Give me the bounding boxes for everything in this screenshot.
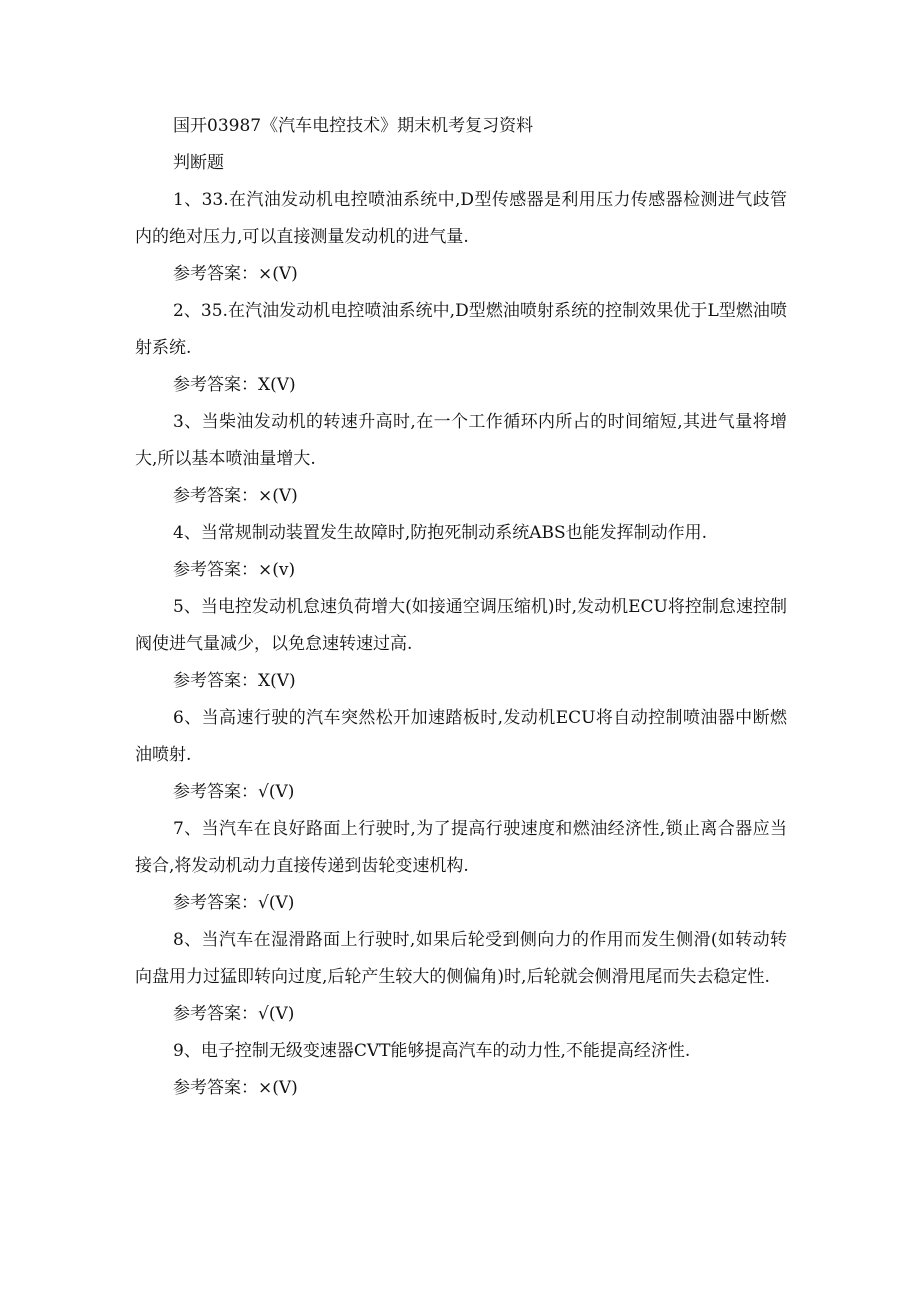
section-heading: 判断题 [173,153,224,173]
question-1: 1、33.在汽油发动机电控喷油系统中,D型传感器是利用压力传感器检测进气歧管内的绝对压力,可以直接测量发动机的进气量. [135,190,787,247]
answer-6: 参考答案：√(V) [173,782,295,802]
answer-4: 参考答案：×(v) [173,560,296,580]
question-2: 2、35.在汽油发动机电控喷油系统中,D型燃油喷射系统的控制效果优于L型燃油喷射系统. [135,301,787,358]
question-4: 4、当常规制动装置发生故障时,防抱死制动系统ABS也能发挥制动作用. [173,523,708,543]
answer-8: 参考答案：√(V) [173,1004,295,1024]
answer-3: 参考答案：×(V) [173,486,298,506]
question-6: 6、当高速行驶的汽车突然松开加速踏板时,发动机ECU将自动控制喷油器中断燃油喷射. [135,708,787,765]
document-body [135,108,787,1107]
answer-7: 参考答案：√(V) [173,893,295,913]
question-3: 3、当柴油发动机的转速升高时,在一个工作循环内所占的时间缩短,其进气量将增大,所以基本喷油量增大. [135,412,787,469]
document-title: 国开03987《汽车电控技术》期末机考复习资料 [173,116,534,136]
answer-5: 参考答案：X(V) [173,671,296,691]
answer-2: 参考答案：X(V) [173,375,296,395]
question-5: 5、当电控发动机怠速负荷增大(如接通空调压缩机)时,发动机ECU将控制怠速控制阀使进气量减少，以免怠速转速过高. [135,597,787,654]
question-8: 8、当汽车在湿滑路面上行驶时,如果后轮受到侧向力的作用而发生侧滑(如转动转向盘用力过猛即转向过度,后轮产生较大的侧偏角)时,后轮就会侧滑甩尾而失去稳定性. [135,930,787,987]
question-9: 9、电子控制无级变速器CVT能够提高汽车的动力性,不能提高经济性. [173,1041,691,1061]
answer-1: 参考答案：×(V) [173,264,298,284]
answer-9: 参考答案：×(V) [173,1078,298,1098]
question-7: 7、当汽车在良好路面上行驶时,为了提高行驶速度和燃油经济性,锁止离合器应当接合,将发动机动力直接传递到齿轮变速机构. [135,819,787,876]
